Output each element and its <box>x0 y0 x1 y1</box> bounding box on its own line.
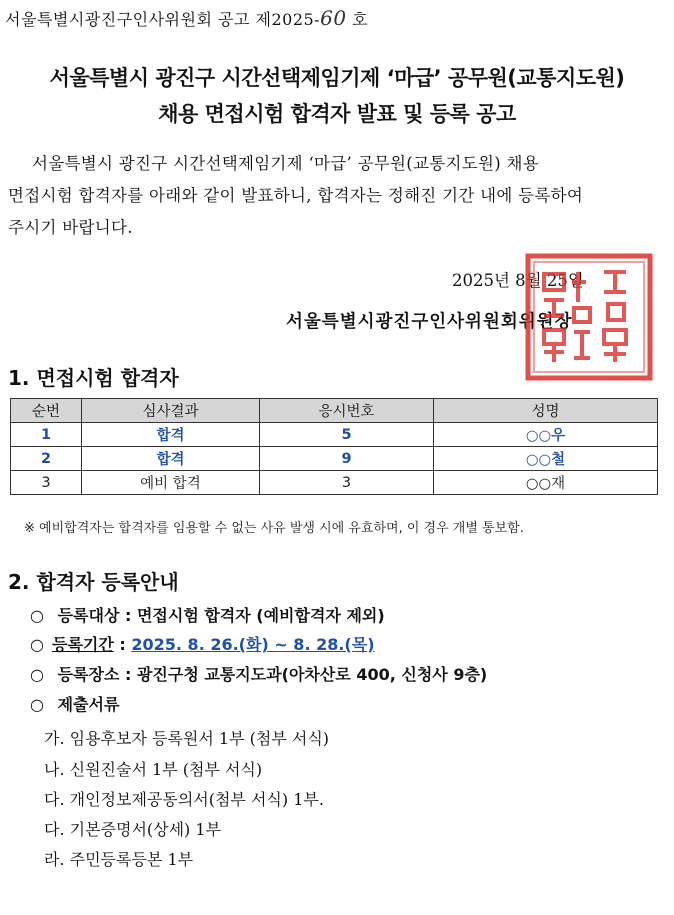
place-value: 광진구청 교통지도과(아차산로 400, 신청사 9층) <box>136 665 488 684</box>
document-item: 나. 신원진술서 1부 (첨부 서식) <box>44 760 263 779</box>
required-documents-heading <box>30 692 119 715</box>
column-header-no: 순번 <box>11 399 82 423</box>
row-name: ○○철 <box>434 447 658 471</box>
document-item: 다. 개인정보제공동의서(첨부 서식) 1부. <box>44 790 324 809</box>
section-2-title: 2. 합격자 등록안내 <box>8 570 179 594</box>
notice-prefix: 서울특별시광진구인사위원회 공고 제2025- <box>5 10 321 29</box>
target-label: 등록대상 : <box>57 606 132 625</box>
table-row <box>11 471 658 495</box>
registration-target <box>30 603 385 626</box>
notice-number <box>5 6 368 30</box>
intro-line-3: 주시기 바랍니다. <box>8 218 133 237</box>
row-name: ○○우 <box>434 423 658 447</box>
bullet-circle-icon: ○ <box>30 606 44 625</box>
results-table <box>10 398 658 495</box>
row-no: 3 <box>11 471 82 495</box>
row-number: 9 <box>260 447 434 471</box>
intro-line-2: 면접시험 합격자를 아래와 같이 발표하니, 합격자는 정해진 기간 내에 등록하여 <box>8 186 584 205</box>
period-value: 2025. 8. 26.(화) ~ 8. 28.(목) <box>131 635 375 654</box>
bullet-circle-icon: ○ <box>30 695 44 714</box>
registration-period <box>30 632 375 655</box>
alternate-note: ※ 예비합격자는 합격자를 임용할 수 없는 사유 발생 시에 유효하며, 이 경우 개별 통보함. <box>24 521 524 536</box>
place-label: 등록장소 : <box>57 665 132 684</box>
notice-number-handwritten: 60 <box>320 6 347 30</box>
row-no: 1 <box>11 423 82 447</box>
intro-paragraph <box>8 148 648 244</box>
bullet-circle-icon: ○ <box>30 635 44 654</box>
document-item: 가. 임용후보자 등록원서 1부 (첨부 서식) <box>44 729 330 748</box>
intro-line-1: 서울특별시 광진구 시간선택제임기제 ‘마급’ 공무원(교통지도원) 채용 <box>32 154 539 173</box>
row-number: 3 <box>260 471 434 495</box>
bullet-circle-icon: ○ <box>30 665 44 684</box>
period-label: 등록기간 <box>52 635 114 654</box>
row-no: 2 <box>11 447 82 471</box>
official-seal-stamp <box>522 252 656 382</box>
page-title-line2: 채용 면접시험 합격자 발표 및 등록 공고 <box>158 102 516 126</box>
table-row <box>11 423 658 447</box>
page-title-line1: 서울특별시 광진구 시간선택제임기제 ‘마급’ 공무원(교통지도원) <box>49 66 625 90</box>
row-number: 5 <box>260 423 434 447</box>
period-separator: : <box>113 635 132 654</box>
document-item: 라. 주민등록등본 1부 <box>44 850 194 869</box>
table-row <box>11 447 658 471</box>
row-name: ○○재 <box>434 471 658 495</box>
row-result: 합격 <box>82 447 260 471</box>
announcement-date: 2025년 8월 25일 <box>452 271 584 290</box>
column-header-name: 성명 <box>434 399 658 423</box>
table-header-row <box>11 399 658 423</box>
document-item: 다. 기본증명서(상세) 1부 <box>44 820 222 839</box>
column-header-result: 심사결과 <box>82 399 260 423</box>
docs-label: 제출서류 <box>57 695 120 714</box>
row-result: 합격 <box>82 423 260 447</box>
issuer-name: 서울특별시광진구인사위원회위원장 <box>286 312 573 332</box>
registration-place <box>30 662 487 685</box>
column-header-number: 응시번호 <box>260 399 434 423</box>
section-1-title: 1. 면접시험 합격자 <box>8 366 179 390</box>
notice-suffix: 호 <box>352 10 369 29</box>
target-value: 면접시험 합격자 (예비합격자 제외) <box>136 606 385 625</box>
row-result: 예비 합격 <box>82 471 260 495</box>
